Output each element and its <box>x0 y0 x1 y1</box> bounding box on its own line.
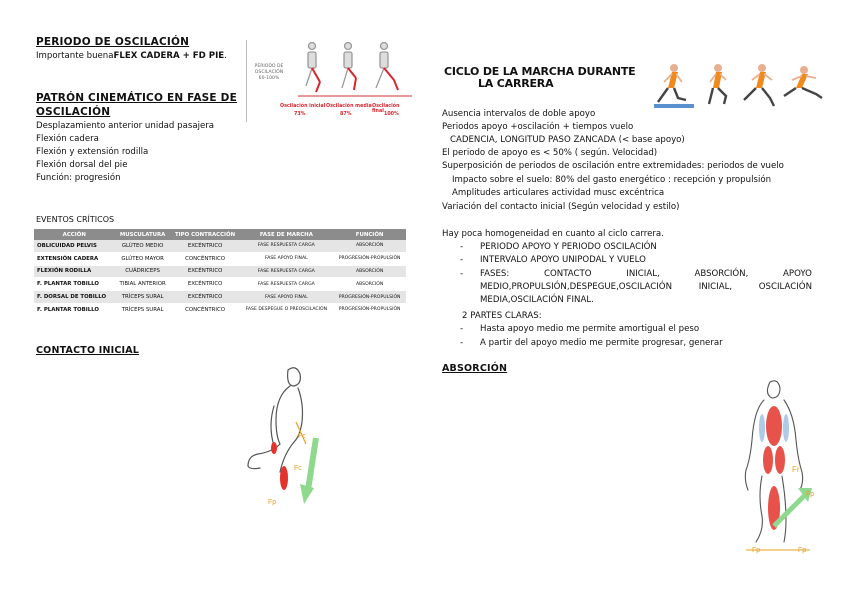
fases-word: INICIAL, <box>698 282 733 292</box>
fases-line-2 <box>480 281 812 293</box>
table-cell: PROGRESIÓN-PROPULSIÓN <box>333 291 406 304</box>
fases-word: ABSORCIÓN, <box>694 269 749 279</box>
table-header-cell: TIPO CONTRACCIÓN <box>171 229 240 240</box>
table-cell: GLÚTEO MEDIO <box>115 240 171 252</box>
swing-phase-label-2: Oscilación media <box>326 104 372 109</box>
periodo-text-bold: FLEX CADERA + FD PIE <box>113 51 225 61</box>
contacto-label-fc2: Fc <box>294 465 302 472</box>
table-cell: EXTENSIÓN CADERA <box>34 252 115 265</box>
list-item-text: PERIODO APOYO Y PERIODO OSCILACIÓN <box>480 242 657 252</box>
table-cell: F. PLANTAR TOBILLO <box>34 303 115 316</box>
fases-word: MEDIO,PROPULSIÓN,DESPEGUE,OSCILACIÓN <box>480 282 673 292</box>
fases-line-3: MEDIA,OSCILACIÓN FINAL. <box>480 295 594 305</box>
absorcion-label-fr: Fr <box>792 465 800 474</box>
absorcion-label-fp2: Fp <box>752 547 761 554</box>
swing-phase-label-1: Oscilación inicial <box>280 104 326 109</box>
table-header-cell: MUSCULATURA <box>115 229 171 240</box>
fases-word: FASES: <box>480 269 510 279</box>
carrera-line-2: Periodos apoyo +oscilación + tiempos vuelo <box>442 122 634 132</box>
patron-line-4: Flexión dorsal del pie <box>36 160 128 170</box>
list-item: - A partir del apoyo medio me permite progresar, generar <box>460 338 723 348</box>
table-cell: GLÚTEO MAYOR <box>115 252 171 265</box>
swing-phase-pct-1: 73% <box>294 112 306 117</box>
absorcion-label-fp3: Fp <box>798 547 807 554</box>
partes-claras-label: 2 PARTES CLARAS: <box>462 311 542 321</box>
contacto-inicial-figure <box>238 362 338 512</box>
carrera-title-line-2: LA CARRERA <box>478 77 554 90</box>
table-header-cell: FASE DE MARCHA <box>240 229 334 240</box>
carrera-line-6: Impacto sobre el suelo: 80% del gasto energético : recepción y propulsión <box>452 175 772 185</box>
swing-walkers-icon <box>298 40 412 102</box>
carrera-line-3: CADENCIA, LONGITUD PASO ZANCADA (< base apoyo) <box>450 135 685 145</box>
table-cell: EXCÉNTRICO <box>171 291 240 304</box>
table-header-cell: FUNCIÓN <box>333 229 406 240</box>
table-row <box>34 303 406 316</box>
eventos-criticos-title: EVENTOS CRÍTICOS <box>36 215 115 224</box>
table-cell: FASE RESPUESTA CARGA <box>240 278 334 291</box>
table-cell: FASE APOYO FINAL <box>240 291 334 304</box>
list-item: - Hasta apoyo medio me permite amortigual el peso <box>460 324 700 334</box>
contacto-label-fp: Fp <box>268 499 277 506</box>
absorcion-title: ABSORCIÓN <box>442 363 508 374</box>
carrera-line-1: Ausencia intervalos de doble apoyo <box>442 109 596 119</box>
table-cell: FASE RESPUESTA CARGA <box>240 240 334 252</box>
table-cell: ABSORCIÓN <box>333 240 406 252</box>
table-row <box>34 291 406 304</box>
periodo-oscilacion-text <box>36 50 227 63</box>
absorcion-figure <box>734 376 818 560</box>
list-item-text: Hasta apoyo medio me permite amortigual el peso <box>480 324 700 334</box>
table-header-row <box>34 229 406 240</box>
fases-word: APOYO <box>783 269 812 279</box>
table-row <box>34 252 406 265</box>
list-item: - PERIODO APOYO Y PERIODO OSCILACIÓN <box>460 242 657 252</box>
absorcion-label-fp1: Fp <box>806 491 815 498</box>
swing-left-label-1: PERIODO DE <box>254 64 284 69</box>
swing-phase-figure <box>246 38 412 126</box>
patron-line-5: Función: progresión <box>36 173 121 183</box>
table-row <box>34 265 406 278</box>
carrera-title-line-1: CICLO DE LA MARCHA DURANTE <box>444 65 636 78</box>
table-cell: ABSORCIÓN <box>333 278 406 291</box>
table-cell: FASE RESPUESTA CARGA <box>240 265 334 278</box>
swing-left-label <box>252 64 286 82</box>
carrera-line-4: El periodo de apoyo es < 50% ( según. Velocidad) <box>442 148 658 158</box>
table-cell: EXCÉNTRICO <box>171 265 240 278</box>
table-row <box>34 240 406 252</box>
table-cell: TRÍCEPS SURAL <box>115 291 171 304</box>
eventos-criticos-table <box>34 229 406 317</box>
patron-cinematico-title-1: PATRÓN CINEMÁTICO EN FASE DE <box>36 92 237 104</box>
patron-line-1: Desplazamiento anterior unidad pasajera <box>36 121 215 131</box>
fases-word: INICIAL, <box>626 269 660 279</box>
carrera-line-7: Amplitudes articulares actividad musc excéntrica <box>452 188 665 198</box>
table-cell: FLEXIÓN RODILLA <box>34 265 115 278</box>
swing-left-label-3: 60-100% <box>258 76 280 81</box>
table-cell: FASE DESPEGUE O PREOSCILACIÓN <box>240 303 334 316</box>
list-item-text: A partir del apoyo medio me permite progresar, generar <box>480 338 723 348</box>
table-cell: CONCÉNTRICO <box>171 303 240 316</box>
periodo-text-prefix: Importante buena <box>36 51 114 61</box>
fases-word: OSCILACIÓN <box>758 282 812 292</box>
runners-sequence-icon <box>654 60 830 112</box>
homogeneidad-text: Hay poca homogeneidad en cuanto al ciclo carrera. <box>442 229 664 239</box>
table-cell: F. DORSAL DE TOBILLO <box>34 291 115 304</box>
periodo-text-suffix: . <box>224 51 227 61</box>
contacto-inicial-title: CONTACTO INICIAL <box>36 345 140 356</box>
table-cell: PROGRESIÓN-PROPULSIÓN <box>333 252 406 265</box>
patron-line-3: Flexión y extensión rodilla <box>36 147 149 157</box>
table-cell: ABSORCIÓN <box>333 265 406 278</box>
table-cell: CONCÉNTRICO <box>171 252 240 265</box>
table-header-cell: ACCIÓN <box>34 229 115 240</box>
table-cell: TIBIAL ANTERIOR <box>115 278 171 291</box>
carrera-title <box>444 66 635 90</box>
table-cell: EXCÉNTRICO <box>171 278 240 291</box>
patron-cinematico-title-2: OSCILACIÓN <box>36 106 111 118</box>
list-item-fases: - FASES: CONTACTO INICIAL, ABSORCIÓN, APOYO MEDIO,PROPULSIÓN,DESPEGUE,OSCILACIÓN INICIAL, OSCILACIÓN MEDIA,OSCILACIÓN FINAL. <box>460 269 812 305</box>
periodo-oscilacion-title: PERIODO DE OSCILACIÓN <box>36 36 190 48</box>
swing-phase-label-3: Oscilación final <box>372 104 400 114</box>
fases-line-1 <box>480 268 812 280</box>
swing-left-label-2: OSCILACIÓN <box>254 70 284 75</box>
table-cell: EXCÉNTRICO <box>171 240 240 252</box>
swing-figure-border <box>246 40 247 122</box>
swing-phase-pct-2: 87% <box>340 112 352 117</box>
fases-word: CONTACTO <box>544 269 592 279</box>
swing-phase-pct-3: 100% <box>384 112 399 117</box>
table-cell: OBLICUIDAD PELVIS <box>34 240 115 252</box>
carrera-line-5: Superposición de periodos de oscilación entre extremidades: periodos de vuelo <box>442 161 784 171</box>
list-item: - INTERVALO APOYO UNIPODAL Y VUELO <box>460 255 646 265</box>
contacto-label-fc1: Fc <box>298 433 306 440</box>
list-item-text: INTERVALO APOYO UNIPODAL Y VUELO <box>480 255 646 265</box>
table-cell: CUÁDRICEPS <box>115 265 171 278</box>
carrera-line-8: Variación del contacto inicial (Según velocidad y estilo) <box>442 202 680 212</box>
table-cell: TRÍCEPS SURAL <box>115 303 171 316</box>
patron-line-2: Flexión cadera <box>36 134 99 144</box>
table-cell: FASE APOYO FINAL <box>240 252 334 265</box>
table-cell: PROGRESIÓN-PROPULSIÓN <box>333 303 406 316</box>
table-cell: F. PLANTAR TOBILLO <box>34 278 115 291</box>
table-row <box>34 278 406 291</box>
